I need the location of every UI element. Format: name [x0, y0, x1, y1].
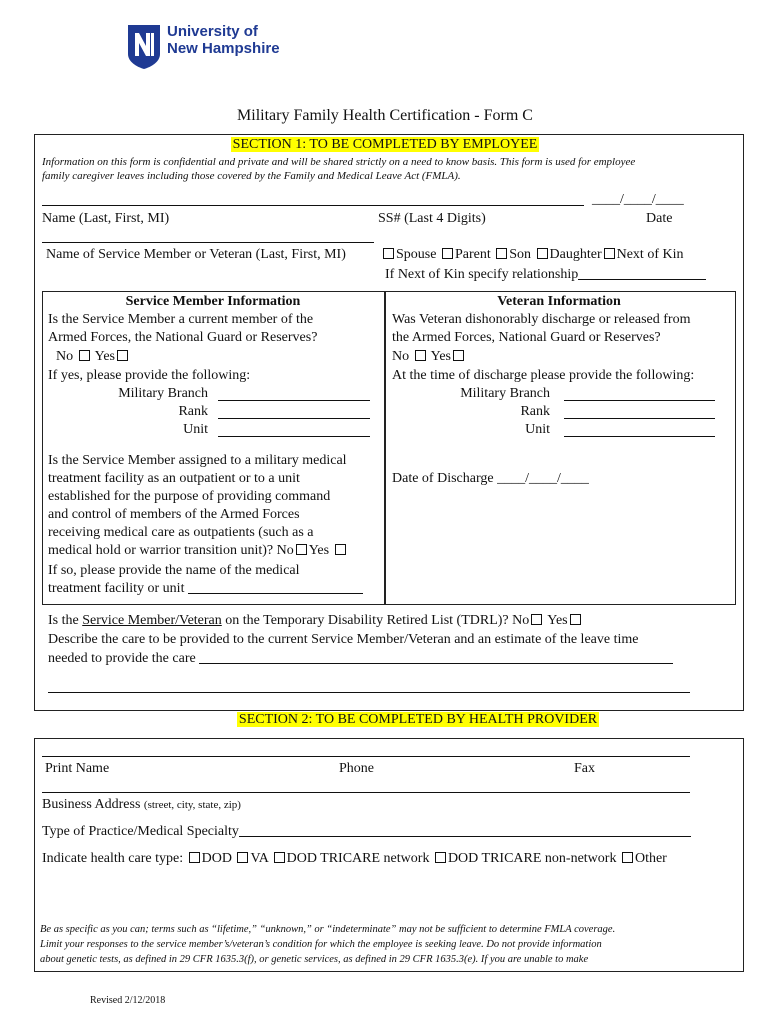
service-unit-label: Unit: [183, 422, 208, 437]
provider-name-field-line[interactable]: [42, 756, 690, 757]
tdrl-no-checkbox[interactable]: [531, 614, 542, 625]
veteran-discharge-row: [392, 470, 589, 488]
service-q1-line1: Is the Service Member a current member of the: [48, 312, 314, 327]
service-q2-line6: [48, 542, 348, 560]
care-type-other: Other: [634, 851, 667, 866]
va-checkbox[interactable]: [237, 852, 248, 863]
service-q2-line2: treatment facility as an outpatient or to a unit: [48, 471, 300, 486]
note-line3: about genetic tests, as defined in 29 CFR 1635.3(f), or genetic services, as defined in 29 CFR 1635.3(e). If you are unable to make: [40, 954, 589, 965]
service-unit-field[interactable]: [218, 436, 370, 437]
note-line1: Be as specific as you can; terms such as “lifetime,” “unknown,” or “indeterminate” may not be sufficient to determine FMLA coverage.: [40, 924, 616, 935]
ss-label: SS# (Last 4 Digits): [378, 211, 486, 226]
service-q1-line2: Armed Forces, the National Guard or Reserves?: [48, 330, 318, 345]
fax-label: Fax: [574, 761, 595, 776]
care-description-field-line2[interactable]: [48, 692, 690, 693]
next-of-kin-label: If Next of Kin specify relationship: [385, 267, 579, 282]
care-type-tricare-non-network: DOD TRICARE non-network: [447, 851, 617, 866]
tdrl-yes-label: Yes: [547, 613, 568, 628]
name-ss-field-line[interactable]: [42, 205, 584, 206]
section2-heading: SECTION 2: TO BE COMPLETED BY HEALTH PROVIDER: [238, 712, 598, 727]
print-name-label: Print Name: [45, 761, 110, 776]
practice-row: [42, 823, 691, 841]
tdrl-pre: Is the: [48, 613, 79, 628]
service-facility-row: [48, 580, 363, 598]
veteran-unit-label: Unit: [525, 422, 550, 437]
other-checkbox[interactable]: [622, 852, 633, 863]
son-checkbox[interactable]: [496, 248, 507, 259]
relation-spouse: Spouse: [396, 247, 437, 262]
describe-row2: [48, 650, 673, 668]
dod-checkbox[interactable]: [189, 852, 200, 863]
relation-daughter: Daughter: [549, 247, 602, 262]
business-address-row: [42, 796, 241, 814]
service-facility-field[interactable]: [188, 580, 363, 594]
care-type-tricare-network: DOD TRICARE network: [286, 851, 430, 866]
care-description-field[interactable]: [199, 650, 673, 664]
service-if-so: If so, please provide the name of the medical: [48, 563, 300, 578]
phone-label: Phone: [339, 761, 374, 776]
veteran-heading: Veteran Information: [497, 294, 621, 309]
relation-son: Son: [509, 247, 532, 262]
service-rank-label: Rank: [178, 404, 208, 419]
date-field-slashes[interactable]: ____/____/____: [592, 192, 684, 207]
service-rank-field[interactable]: [218, 418, 370, 419]
veteran-q1-answer: [392, 348, 466, 366]
service-member-name-label: Name of Service Member or Veteran (Last, First, MI): [46, 247, 346, 262]
name-label: Name (Last, First, MI): [42, 211, 170, 226]
service-q2-line1: Is the Service Member assigned to a military medical: [48, 453, 347, 468]
veteran-branch-field[interactable]: [564, 400, 715, 401]
service-q2-line5: receiving medical care as outpatients (such as a: [48, 525, 314, 540]
section1-intro-line1: Information on this form is confidential and private and will be shared strictly on a need to know basis. This form is used for employee: [42, 156, 636, 168]
tdrl-service-member-veteran: Service Member/Veteran: [82, 613, 222, 628]
service-q2-yes-checkbox[interactable]: [335, 544, 346, 555]
note-line2: Limit your responses to the service member’s/veteran’s condition for which the employee is seeking leave. Do not provide information: [40, 939, 602, 950]
veteran-rank-field[interactable]: [564, 418, 715, 419]
describe-line1: Describe the care to be provided to the current Service Member/Veteran and an estimate of the leave time: [48, 632, 639, 647]
service-member-name-field-line[interactable]: [42, 242, 374, 243]
describe-line2: needed to provide the care: [48, 651, 196, 666]
business-address-hint: (street, city, state, zip): [143, 799, 241, 811]
care-type-row: [42, 850, 667, 868]
service-if-yes: If yes, please provide the following:: [48, 368, 251, 383]
tricare-non-network-checkbox[interactable]: [435, 852, 446, 863]
unh-shield-icon: [127, 24, 161, 70]
unh-logo: [127, 22, 297, 72]
service-q2-line4: and control of members of the Armed Forces: [48, 507, 300, 522]
tricare-network-checkbox[interactable]: [274, 852, 285, 863]
tdrl-yes-checkbox[interactable]: [570, 614, 581, 625]
spouse-checkbox[interactable]: [383, 248, 394, 259]
section1-intro-line2: family caregiver leaves including those covered by the Family and Medical Leave Act (FMLA).: [42, 170, 461, 182]
relation-next-of-kin: Next of Kin: [616, 247, 684, 262]
service-q1-yes-label: Yes: [94, 349, 115, 364]
form-title: Military Family Health Certification - Form C: [237, 107, 533, 124]
next-of-kin-checkbox[interactable]: [604, 248, 615, 259]
veteran-unit-field[interactable]: [564, 436, 715, 437]
business-address-field-line[interactable]: [42, 792, 690, 793]
veteran-q1-line1: Was Veteran dishonorably discharge or released from: [392, 312, 691, 327]
service-q1-no-checkbox[interactable]: [79, 350, 90, 361]
business-address-label: Business Address: [42, 797, 141, 812]
veteran-q1-no-label: No: [392, 349, 410, 364]
service-facility-label: treatment facility or unit: [48, 581, 185, 596]
veteran-discharge-label: Date of Discharge: [392, 471, 494, 486]
service-q1-answer: [56, 348, 130, 366]
date-label: Date: [646, 211, 673, 226]
relation-parent: Parent: [454, 247, 491, 262]
veteran-discharge-field[interactable]: ____/____/____: [497, 471, 589, 486]
veteran-at-time: At the time of discharge please provide the following:: [392, 368, 695, 383]
tdrl-row: [48, 612, 583, 630]
service-member-heading: Service Member Information: [125, 294, 301, 309]
service-q2-no-checkbox[interactable]: [296, 544, 307, 555]
care-type-label: Indicate health care type:: [42, 851, 184, 866]
service-q2-line3: established for the purpose of providing command: [48, 489, 331, 504]
next-of-kin-field[interactable]: [578, 266, 706, 280]
service-q1-no-label: No: [56, 349, 74, 364]
service-branch-field[interactable]: [218, 400, 370, 401]
veteran-q1-no-checkbox[interactable]: [415, 350, 426, 361]
section1-heading: SECTION 1: TO BE COMPLETED BY EMPLOYEE: [232, 137, 538, 152]
veteran-q1-yes-label: Yes: [430, 349, 451, 364]
next-of-kin-row: [385, 266, 706, 284]
veteran-q1-yes-checkbox[interactable]: [453, 350, 464, 361]
service-q2-yes-label: Yes: [308, 543, 330, 558]
tdrl-question: on the Temporary Disability Retired List (TDRL)? No: [225, 613, 530, 628]
parent-checkbox[interactable]: [442, 248, 453, 259]
relationship-options: [381, 246, 684, 264]
practice-field[interactable]: [239, 823, 691, 837]
care-type-va: VA: [250, 851, 269, 866]
service-branch-label: Military Branch: [118, 386, 208, 401]
logo-line1: University of: [167, 23, 258, 40]
service-q1-yes-checkbox[interactable]: [117, 350, 128, 361]
veteran-q1-line2: the Armed Forces, National Guard or Reserves?: [392, 330, 661, 345]
logo-line2: New Hampshire: [167, 40, 280, 57]
service-q2-no-label: medical hold or warrior transition unit)? No: [48, 543, 294, 558]
veteran-rank-label: Rank: [520, 404, 550, 419]
veteran-branch-label: Military Branch: [460, 386, 550, 401]
care-type-dod: DOD: [201, 851, 232, 866]
practice-label: Type of Practice/Medical Specialty: [42, 824, 239, 839]
revised-date: Revised 2/12/2018: [90, 995, 166, 1006]
daughter-checkbox[interactable]: [537, 248, 548, 259]
